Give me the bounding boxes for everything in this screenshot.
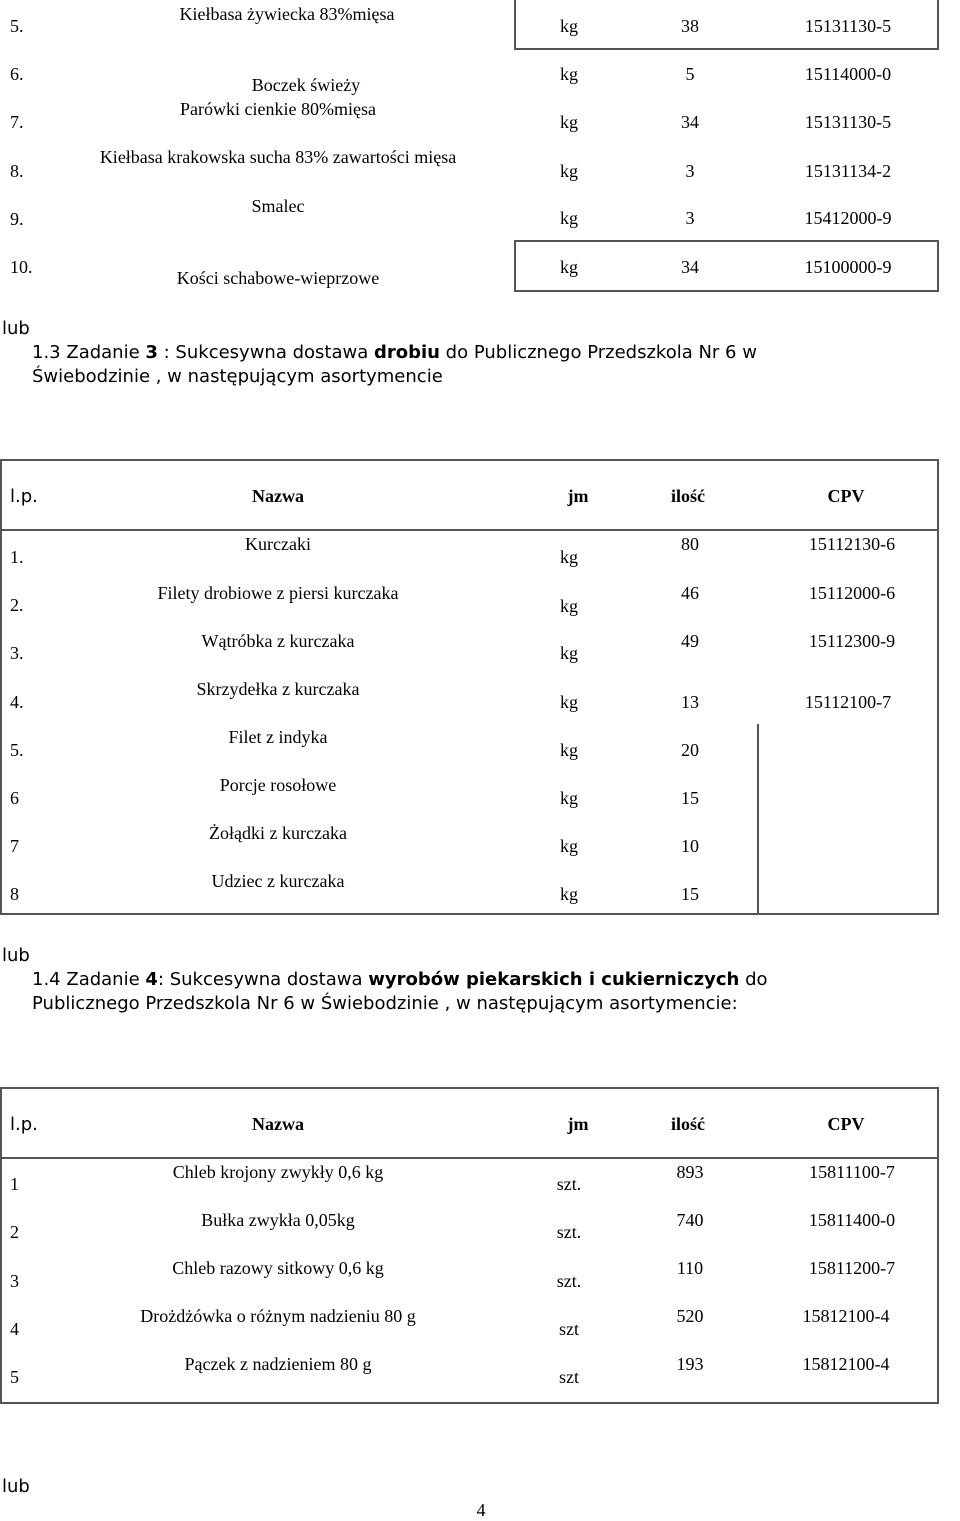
row-name: Parówki cienkie 80%mięsa (180, 99, 376, 119)
section-number: 1.4 (32, 969, 61, 990)
row-jm: szt (559, 1367, 579, 1387)
row-lp: 2 (10, 1222, 19, 1242)
heading-prefix: Zadanie (60, 969, 146, 990)
row-name: Żołądki z kurczaka (209, 823, 347, 843)
heading-rest: do Publicznego Przedszkola Nr 6 w (439, 342, 757, 363)
heading-mid: : Sukcesywna dostawa (157, 969, 369, 990)
row-qty: 3 (685, 161, 695, 181)
heading-bold: drobiu (373, 342, 440, 363)
row-qty: 20 (681, 740, 699, 760)
row-jm: szt (559, 1319, 579, 1339)
row-qty: 34 (681, 257, 699, 277)
row-lp: 7 (10, 836, 19, 856)
section-heading (32, 969, 768, 990)
row-jm: szt. (556, 1271, 582, 1291)
row-lp: 5 (10, 1367, 19, 1387)
row-cpv: 15112300-9 (808, 631, 896, 651)
row-qty: 3 (685, 208, 695, 228)
row-qty: 10 (681, 836, 699, 856)
row-qty: 893 (676, 1162, 704, 1182)
row-name: Porcje rosołowe (219, 775, 337, 795)
row-lp: 10. (10, 257, 33, 277)
lub-text: lub (2, 318, 30, 339)
row-cpv: 15112100-7 (804, 692, 892, 712)
row-name: Smalec (251, 196, 305, 216)
row-lp: 5. (10, 740, 24, 760)
row-lp: 4. (10, 692, 24, 712)
row-jm: szt. (556, 1222, 582, 1242)
row-cpv: 15812100-4 (802, 1354, 890, 1374)
row-name: Boczek świeży (251, 75, 361, 95)
header-qty: ilość (671, 486, 705, 506)
zadanie-number: 4 (145, 969, 158, 990)
row-jm: kg (560, 208, 578, 228)
header-lp: l.p. (10, 486, 38, 507)
row-cpv: 15131130-5 (804, 16, 892, 36)
row-name: Chleb krojony zwykły 0,6 kg (172, 1162, 384, 1182)
section-number: 1.3 (32, 342, 61, 363)
row-jm: szt. (556, 1174, 582, 1194)
heading-bold: wyrobów piekarskich i cukierniczych (368, 969, 740, 990)
row-name: Wątróbka z kurczaka (201, 631, 355, 651)
row-name: Drożdżówka o różnym nadzieniu 80 g (140, 1306, 416, 1326)
row-jm: kg (560, 547, 578, 567)
row-cpv: 15131130-5 (804, 112, 892, 132)
section-heading-line2: Publicznego Przedszkola Nr 6 w Świebodzinie , w następującym asortymencie: (32, 993, 738, 1014)
row-name: Udziec z kurczaka (211, 871, 345, 891)
row-name: Kurczaki (245, 534, 311, 554)
row-lp: 4 (10, 1319, 19, 1339)
row-cpv: 15112000-6 (808, 583, 896, 603)
row-lp: 2. (10, 595, 24, 615)
heading-mid: : Sukcesywna dostawa (157, 342, 374, 363)
section-heading-line2: Świebodzinie , w następującym asortymencie (32, 366, 443, 387)
row-name: Skrzydełka z kurczaka (196, 679, 360, 699)
row-qty: 46 (681, 583, 699, 603)
row-qty: 110 (676, 1258, 704, 1278)
header-cpv: CPV (827, 486, 865, 506)
row-name: Kiełbasa krakowska sucha 83% zawartości mięsa (99, 147, 457, 167)
row-jm: kg (560, 257, 578, 277)
row-lp: 3 (10, 1271, 19, 1291)
row-cpv: 15412000-9 (804, 208, 892, 228)
row-lp: 8 (10, 884, 19, 904)
row-cpv: 15811200-7 (808, 1258, 896, 1278)
row-name: Kiełbasa żywiecka 83%mięsa (179, 4, 395, 24)
row-qty: 13 (681, 692, 699, 712)
row-cpv: 15100000-9 (804, 257, 892, 277)
header-cpv: CPV (827, 1114, 865, 1134)
row-lp: 3. (10, 643, 24, 663)
row-lp: 9. (10, 209, 24, 229)
heading-rest: do (739, 969, 768, 990)
row-lp: 1 (10, 1174, 19, 1194)
header-jm: jm (567, 486, 589, 506)
row-jm: kg (560, 692, 578, 712)
row-lp: 1. (10, 547, 24, 567)
row-name: Chleb razowy sitkowy 0,6 kg (172, 1258, 384, 1278)
row-lp: 8. (10, 161, 24, 181)
lub-text: lub (2, 1476, 30, 1497)
lub-text: lub (2, 945, 30, 966)
row-cpv: 15114000-0 (804, 64, 892, 84)
row-cpv: 15112130-6 (808, 534, 896, 554)
row-qty: 49 (681, 631, 699, 651)
heading-prefix: Zadanie (60, 342, 146, 363)
row-qty: 15 (681, 884, 699, 904)
row-name: Filety drobiowe z piersi kurczaka (157, 583, 399, 603)
row-jm: kg (560, 836, 578, 856)
row-name: Pączek z nadzieniem 80 g (184, 1354, 372, 1374)
row-jm: kg (560, 64, 578, 84)
row-jm: kg (560, 788, 578, 808)
row-qty: 5 (685, 64, 695, 84)
row-qty: 193 (676, 1354, 704, 1374)
row-cpv: 15812100-4 (802, 1306, 890, 1326)
row-name: Kości schabowe-wieprzowe (176, 268, 380, 288)
header-jm: jm (567, 1114, 589, 1134)
row-jm: kg (560, 740, 578, 760)
row-jm: kg (560, 16, 578, 36)
row-qty: 520 (676, 1306, 704, 1326)
row-qty: 80 (681, 534, 699, 554)
row-cpv: 15131134-2 (804, 161, 892, 181)
row-lp: 5. (10, 16, 24, 36)
row-name: Bułka zwykła 0,05kg (201, 1210, 355, 1230)
row-cpv: 15811100-7 (809, 1162, 895, 1182)
row-jm: kg (560, 112, 578, 132)
row-lp: 6. (10, 64, 24, 84)
header-name: Nazwa (252, 486, 304, 506)
row-qty: 15 (681, 788, 699, 808)
section-heading (32, 342, 757, 363)
row-qty: 740 (676, 1210, 704, 1230)
row-jm: kg (560, 596, 578, 616)
header-lp: l.p. (10, 1114, 38, 1135)
row-lp: 7. (10, 112, 24, 132)
page-number: 4 (476, 1500, 486, 1520)
row-jm: kg (560, 643, 578, 663)
header-name: Nazwa (252, 1114, 304, 1134)
zadanie-number: 3 (145, 342, 158, 363)
header-qty: ilość (671, 1114, 705, 1134)
row-jm: kg (560, 161, 578, 181)
row-qty: 34 (681, 112, 699, 132)
row-lp: 6 (10, 788, 19, 808)
row-cpv: 15811400-0 (808, 1210, 896, 1230)
row-jm: kg (560, 884, 578, 904)
row-qty: 38 (681, 16, 699, 36)
row-name: Filet z indyka (228, 727, 328, 747)
